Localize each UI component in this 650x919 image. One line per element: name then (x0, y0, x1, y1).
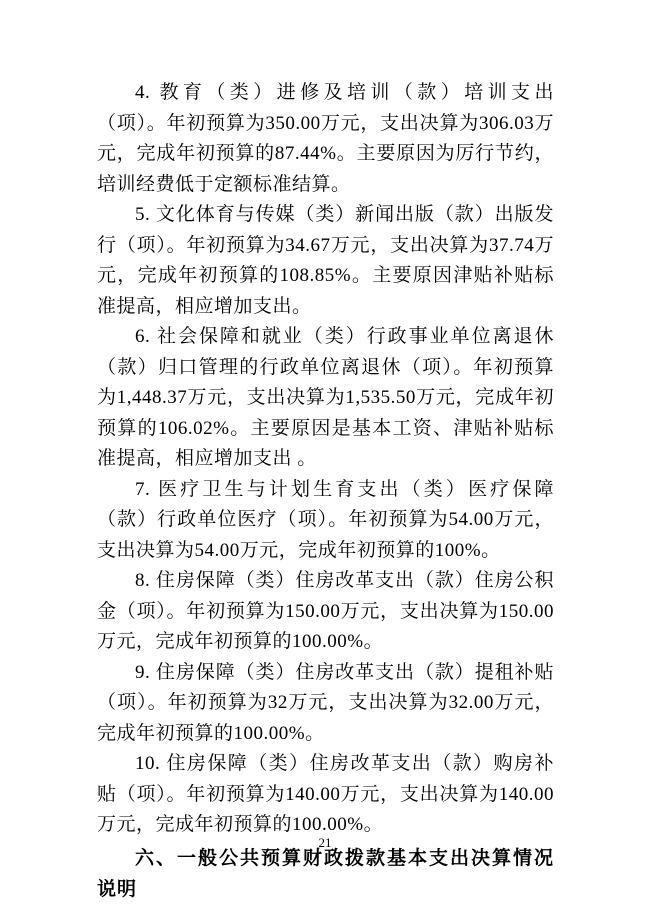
paragraph-item-8: 8. 住房保障（类）住房改革支出（款）住房公积金（项）。年初预算为150.00万元，支出决算为150.00万元，完成年初预算的100.00%。 (97, 570, 554, 652)
paragraph-item-4: 4. 教育（类）进修及培训（款）培训支出（项）。年初预算为350.00万元，支出决算为306.03万元，完成年初预算的87.44%。主要原因为厉行节约，培训经费低于定额标准结算。 (97, 82, 554, 195)
section-heading: 六、一般公共预算财政拨款基本支出决算情况说明 (97, 847, 554, 900)
page-number: 21 (318, 835, 332, 850)
paragraph-item-7: 7. 医疗卫生与计划生育支出（类）医疗保障（款）行政单位医疗（项）。年初预算为54.00万元，支出决算为54.00万元，完成年初预算的100%。 (97, 478, 554, 561)
paragraph-item-6: 6. 社会保障和就业（类）行政事业单位离退休（款）归口管理的行政单位离退休（项）。年初预算为1,448.37万元，支出决算为1,535.50万元，完成年初预算的106.02%。主要原因是基本工资、津贴补贴标准提高，相应增加支出 。 (97, 326, 554, 469)
document-body (97, 78, 554, 905)
paragraph-item-9: 9. 住房保障（类）住房改革支出（款）提租补贴（项）。年初预算为32万元，支出决算为32.00万元，完成年初预算的100.00%。 (97, 661, 554, 744)
paragraph-item-10: 10. 住房保障（类）住房改革支出（款）购房补贴（项）。年初预算为140.00万元，支出决算为140.00万元，完成年初预算的100.00%。 (97, 753, 554, 835)
paragraph-item-5: 5. 文化体育与传媒（类）新闻出版（款）出版发行（项）。年初预算为34.67万元，支出决算为37.74万元，完成年初预算的108.85%。主要原因津贴补贴标准提高，相应增加支出。 (97, 204, 554, 317)
